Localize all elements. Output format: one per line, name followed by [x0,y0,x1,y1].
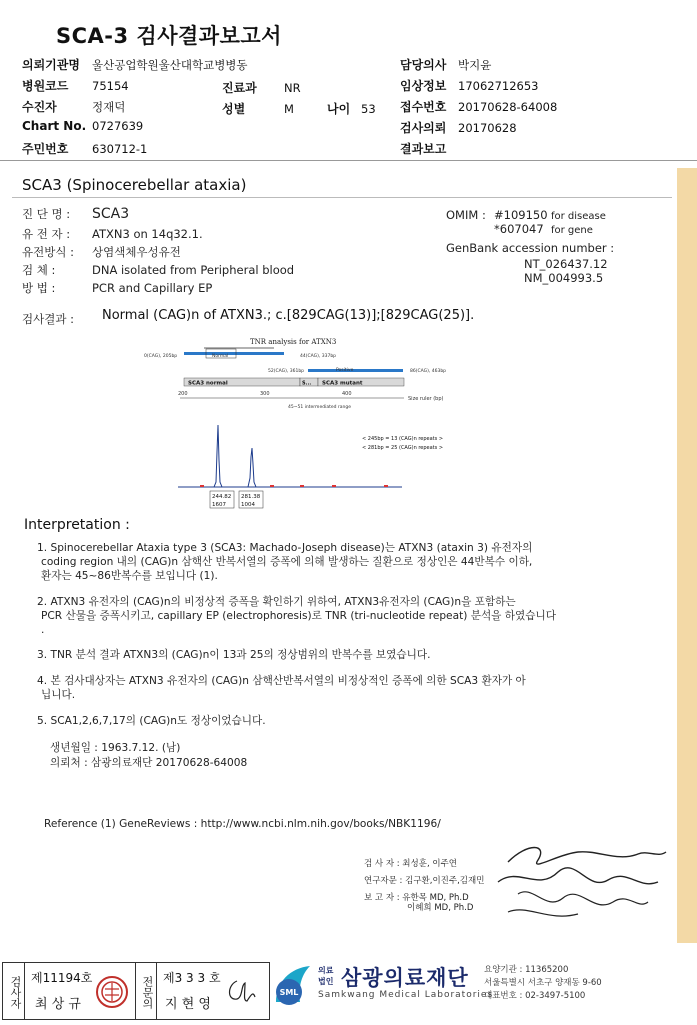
marker [300,485,304,487]
specimen-label: 검 체 : [22,263,56,277]
header-label: Chart No. [22,119,87,133]
side-strip [677,168,697,943]
omim-block [446,208,671,285]
birth-date: 생년월일 : 1963.7.12. (남) [50,742,181,754]
header-row [400,56,690,77]
header-row [22,140,352,161]
diagnosis-value: SCA3 [92,206,130,222]
header-right [400,56,690,161]
header-divider [0,160,697,161]
interp-line: . [41,624,45,636]
header-label: 검사의뢰 [400,121,447,135]
intermediate-label: 45~51 intermediated range [288,405,351,410]
method-label: 방 법 : [22,281,56,295]
omim-number: #109150 [494,208,548,222]
header-age [327,98,376,117]
sex-value: M [284,102,294,116]
label-0cag: 0(CAG), 205bp [144,354,178,359]
marker [384,485,388,487]
contact-line: 서울특별시 서초구 양재동 9-60 [484,978,602,988]
page-title: SCA-3 검사결과보고서 [56,24,282,48]
specimen-value: DNA isolated from Peripheral blood [92,263,295,277]
logo-badge: SML [279,988,299,997]
genbank-label: GenBank accession number : [446,241,615,255]
sex-label: 성별 [222,102,246,116]
section-divider [12,197,672,198]
gene-label: 유 전 자 : [22,227,71,241]
genbank-accession: NM_004993.5 [524,271,604,285]
logo-small [318,965,333,987]
logo-small-1: 의료 [318,966,334,975]
peak-2-height: 1004 [241,502,255,508]
age-label: 나이 [327,102,351,116]
box2-name: 지 현 영 [165,997,211,1012]
result-value: Normal (CAG)n of ATXN3.; c.[829CAG(13)];[829CAG(25)]. [102,308,475,323]
tnr-figure [140,332,470,512]
interp-line: 5. SCA1,2,6,7,17의 (CAG)n도 정상이었습니다. [37,715,266,727]
advisor: 연구자문 : 김구환,이진주,김재민 [364,876,485,886]
sml-logo-icon [272,962,314,1008]
peak-1 [214,425,222,487]
size-ruler-label: Size ruler (bp) [408,396,444,402]
header-row [22,119,352,140]
axis-tick-200: 200 [178,391,188,397]
header-row [22,56,352,77]
label-52cag: 52(CAG), 361bp [268,369,305,374]
header-value: 17062712653 [458,79,539,93]
header-row [22,98,352,119]
diagnosis-label: 진 단 명 : [22,207,71,221]
logo-subtitle: Samkwang Medical Laboratories [318,990,494,1000]
repeat-label-2: < 281bp = 25 (CAG)n repeats > [362,445,444,451]
header-label: 병원코드 [22,79,69,93]
marker [332,485,336,487]
interp-line: 환자는 45~86반복수를 보입니다 (1). [41,570,218,582]
interp-line: 2. ATXN3 유전자의 (CAG)n의 비정상적 증폭을 확인하기 위하여, ATXN3유전자의 (CAG)n을 포함하는 [37,596,516,608]
interpretation-body [37,541,637,728]
header-value: 울산공업학원울산대학교병병동 [92,58,248,72]
omim-line-2 [446,222,671,236]
header-label: 의뢰기관명 [22,58,80,72]
box2-label: 전문의 [135,963,157,1019]
interp-line: 1. Spinocerebellar Ataxia type 3 (SCA3: Machado-Joseph disease)는 ATXN3 (ataxin 3) 유전자의 [37,542,533,554]
method-value: PCR and Capillary EP [92,281,213,295]
header-row [400,77,690,98]
header-sex [222,98,294,117]
box1-number: 제11194호 [31,971,93,985]
result-label: 검사결과 : [22,312,74,326]
inheritance-value: 상염색체우성유전 [92,245,181,259]
label-positive: Positive [336,368,354,373]
header-label: 결과보고 [400,142,447,156]
header-value: 20170628 [458,121,517,135]
signature-icon [223,975,259,1007]
omim-label: OMIM : [446,208,486,222]
repeat-label-1: < 245bp = 13 (CAG)n repeats > [362,436,444,442]
normal-band [184,352,284,355]
peak-1-height: 1607 [212,502,226,508]
diagnosis-row [22,206,129,222]
peak-1-size: 244.82 [212,494,232,500]
genbank-accession: NT_026437.12 [524,257,608,271]
section-title: SCA3 (Spinocerebellar ataxia) [22,176,247,194]
omim-desc: for disease [551,211,606,222]
header-value: 0727639 [92,119,144,133]
interp-line: PCR 산물을 증폭시키고, capillary EP (electrophoresis)로 TNR (tri-nucleotide repeat) 분석을 하였습니다 [41,610,556,622]
omim-number: *607047 [494,222,544,236]
contact-line: 대표번호 : 02-3497-5100 [484,991,586,1001]
header-row [400,140,690,161]
signature-mark [488,832,670,928]
bar-mutant-label: SCA3 mutant [322,380,363,387]
header-value: 75154 [92,79,129,93]
figure-title: TNR analysis for ATXN3 [250,338,337,346]
omim-line-1 [446,208,671,222]
header-label: 수진자 [22,100,57,114]
reporter: 이혜희 MD, Ph.D [407,903,474,913]
interp-line: 닙니다. [41,689,76,701]
header-left [22,56,352,161]
inheritance-row [22,244,181,260]
header-row [400,119,690,140]
omim-desc: for gene [551,225,593,236]
examiner: 검 사 자 : 최성훈, 이주연 [364,859,457,869]
positive-band [308,369,403,372]
box2-number: 제3 3 3 호 [163,971,221,985]
header-row [400,98,690,119]
header-value: 20170628-64008 [458,100,558,114]
marker [200,485,204,487]
header-label: 주민번호 [22,142,69,156]
method-row [22,280,212,296]
license-box [2,962,270,1020]
header-value: 정재덕 [92,100,126,114]
header-value: 박지윤 [458,58,492,72]
logo-name: 삼광의료재단 [341,966,469,990]
label-normal: Normal [212,354,229,359]
peak-2-size: 281.38 [241,494,261,500]
contact-line: 요양기관 : 11365200 [484,965,569,975]
box1-label: 검사자 [3,963,25,1019]
header-label: 담당의사 [400,58,447,72]
bar-s-label: S... [302,380,312,387]
gene-row [22,226,203,242]
dept-value: NR [284,81,301,95]
header-label: 접수번호 [400,100,447,114]
inheritance-label: 유전방식 : [22,245,74,259]
header-label: 임상정보 [400,79,447,93]
interpretation-heading: Interpretation : [24,517,130,533]
specimen-row [22,262,294,278]
header-dept [222,77,301,96]
dept-label: 진료과 [222,81,257,95]
contact-block [484,964,602,1003]
marker [270,485,274,487]
gene-value: ATXN3 on 14q32.1. [92,227,203,241]
signatories [364,856,484,917]
peak-2 [248,448,256,487]
interp-line: 4. 본 검사대상자는 ATXN3 유전자의 (CAG)n 삼핵산반복서열의 비정상적인 증폭에 의한 SCA3 환자가 아 [37,675,526,687]
interp-line: coding region 내의 (CAG)n 삼핵산 반복서열의 증폭에 의해 발생하는 질환으로 정상인은 44반복수 이하, [41,556,533,568]
bar-normal-label: SCA3 normal [188,380,228,387]
header-row [22,77,352,98]
header-value: 630712-1 [92,142,148,156]
box1-name: 최 상 규 [35,997,81,1012]
logo-small-2: 법인 [318,977,334,986]
interp-line: 3. TNR 분석 결과 ATXN3의 (CAG)n이 13과 25의 정상범위의 반복수를 보였습니다. [37,649,431,661]
label-86cag: 86(CAG), 463bp [410,369,447,374]
reference: Reference (1) GeneReviews : http://www.ncbi.nlm.nih.gov/books/NBK1196/ [44,818,441,830]
label-44cag: 44(CAG), 337bp [300,354,337,359]
axis-tick-400: 400 [342,391,352,397]
axis-tick-300: 300 [260,391,270,397]
reporter: 보 고 자 : 유한목 MD, Ph.D [364,893,469,903]
seal-icon [95,975,129,1009]
age-value: 53 [361,102,376,116]
requester: 의뢰처 : 삼광의료재단 20170628-64008 [50,757,248,769]
